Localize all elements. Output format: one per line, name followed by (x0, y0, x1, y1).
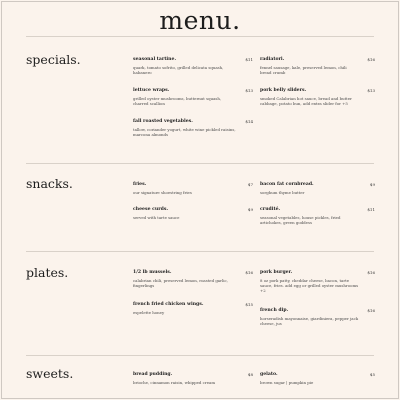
item-price: $16 (367, 308, 375, 313)
menu-item (133, 88, 253, 106)
item-price: $9 (247, 207, 253, 212)
item-name: bread pudding. (133, 372, 173, 377)
item-description: horseradish mayonnaise, giardiniera, pepper jack cheese, jus (260, 315, 359, 326)
menu-item (260, 308, 375, 326)
item-price: $11 (367, 207, 375, 212)
menu-item (260, 182, 375, 195)
item-name: seasonal tartine. (133, 57, 177, 62)
item-price: $13 (367, 88, 375, 93)
item-description: seasonal vegetables, house pickles, fried artichokes, green goddess (260, 214, 341, 225)
menu-title: menu. (159, 6, 241, 35)
item-price: $16 (245, 270, 253, 275)
item-name: crudité. (260, 207, 281, 212)
section-divider (26, 355, 374, 356)
item-description: grilled oyster mushrooms, butternut squash, charred scallion (133, 95, 222, 106)
item-price: $13 (245, 88, 253, 93)
item-name: fries. (133, 182, 147, 187)
item-description: smoked Calabrian hot sauce, bread and butter cabbage, potato bun, add extra slider for +5 (260, 95, 352, 106)
section-title-plates: plates. (26, 265, 69, 280)
menu-item (260, 88, 375, 106)
section-title-snacks: snacks. (26, 176, 73, 191)
item-price: $5 (369, 372, 375, 377)
menu-item (133, 372, 253, 385)
item-description: served with tarte sauce (133, 214, 180, 220)
item-name: lettuce wraps. (133, 88, 170, 93)
menu-item (133, 270, 253, 288)
item-description: tallow, coriander yogurt, white wine pickled raisins, marcona almonds (133, 126, 236, 137)
item-price: $16 (367, 57, 375, 62)
menu-item (260, 270, 375, 293)
section-divider (26, 36, 374, 37)
item-description: brown sugar | pumpkin pie (260, 379, 314, 385)
item-name: bacon fat cornbread. (260, 182, 314, 187)
item-name: french dip. (260, 308, 289, 313)
item-name: radiatori. (260, 57, 285, 62)
menu-item (133, 207, 253, 220)
item-name: cheese curds. (133, 207, 169, 212)
item-name: pork belly sliders. (260, 88, 307, 93)
item-price: $15 (245, 302, 253, 307)
item-description: our signature shoestring fries (133, 189, 192, 195)
item-price: $11 (245, 57, 253, 62)
item-description: fennel sausage, kale, preserved lemon, chili bread crumb (260, 64, 347, 75)
item-description: sorghum thyme butter (260, 189, 305, 195)
item-price: $8 (247, 372, 253, 377)
section-title-sweets: sweets. (26, 366, 74, 381)
item-price: $14 (245, 119, 253, 124)
item-name: fall roasted vegetables. (133, 119, 193, 124)
item-description: calabrian chili, preserved lemon, roasted garlic, fingerlings (133, 277, 228, 288)
item-price: $9 (369, 182, 375, 187)
item-name: 1/2 lb mussels. (133, 270, 172, 275)
item-price: $16 (367, 270, 375, 275)
section-title-specials: specials. (26, 52, 81, 67)
item-name: gelato. (260, 372, 278, 377)
menu-item (260, 207, 375, 225)
item-description: espelette honey (133, 309, 165, 315)
section-divider (26, 251, 374, 252)
menu-item (133, 302, 253, 315)
menu-item (133, 182, 253, 195)
menu-item (133, 57, 253, 75)
item-description: quark, tomato sofrito, grilled delicata squash, habanero (133, 64, 224, 75)
section-divider (26, 163, 374, 164)
item-name: pork burger. (260, 270, 293, 275)
menu-item (260, 372, 375, 385)
item-description: 8 oz pork patty, cheddar cheese, bacon, tarte sauce, fries. add egg or grilled oyster mushrooms +2 (260, 277, 359, 293)
item-description: brioche, cinnamon raisin, whipped cream (133, 379, 216, 385)
menu-item (133, 119, 253, 137)
item-name: french fried chicken wings. (133, 302, 204, 307)
item-price: $7 (247, 182, 253, 187)
menu-item (260, 57, 375, 75)
